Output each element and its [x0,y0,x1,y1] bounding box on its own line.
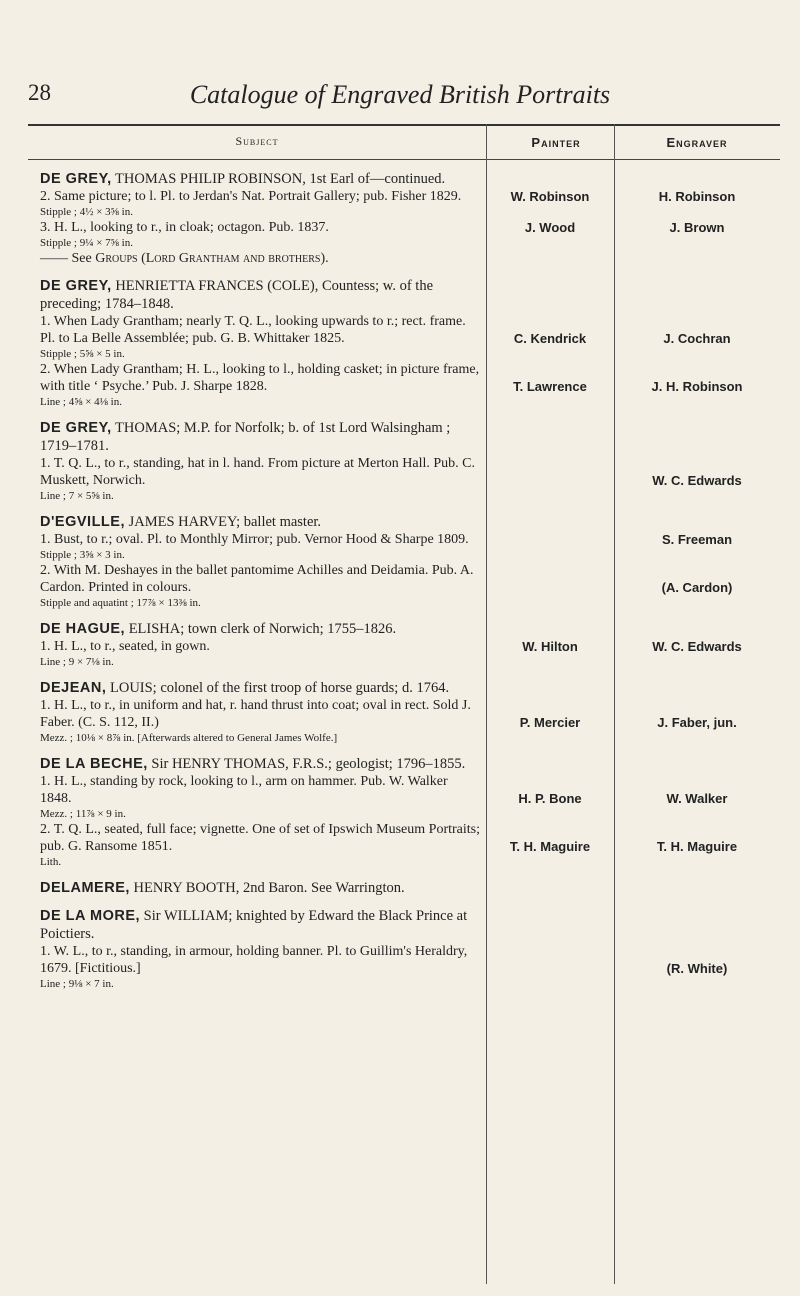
portrait-item [40,219,780,250]
entry-heading [40,620,480,638]
item-description: 1. W. L., to r., standing, in armour, holding banner. Pl. to Guillim's Heraldry, 1679. [Fictitious.] [40,944,468,976]
item-description-block [40,943,480,991]
item-engraver: H. Robinson [658,189,736,204]
entry-surname: DE GREY, [40,420,112,436]
entry-name-detail: THOMAS; M.P. for Norfolk; b. of 1st Lord Walsingham ; 1719–1781. [40,420,451,454]
portrait-item [40,943,780,991]
item-description: 2. T. Q. L., seated, full face; vignette. One of set of Ipswich Museum Portraits; pub. G. Ransome 1851. [40,822,480,854]
catalogue-entry [40,513,780,610]
item-painter: W. Robinson [510,189,590,204]
top-rule [28,124,780,126]
entry-heading [40,879,480,897]
running-title: Catalogue of Engraved British Portraits [189,80,611,109]
item-engraver: W. C. Edwards [652,639,742,654]
entry-name-detail: HENRY BOOTH, 2nd Baron. See Warrington. [129,880,405,896]
item-medium-size: Stipple ; 4½ × 3⅝ in. [40,206,133,218]
portrait-item [40,638,780,669]
item-engraver: W. C. Edwards [652,473,742,488]
cross-reference-target: Groups (Lord Grantham and brothers). [95,251,329,266]
cross-reference-prefix: —— See [40,251,96,266]
item-engraver: J. Brown [669,220,725,235]
item-description-block [40,697,480,745]
item-description-block [40,773,480,821]
catalogue-entry [40,679,780,745]
item-description-block [40,313,480,361]
entry-name-detail: HENRIETTA FRANCES (COLE), Countess; w. of the preceding; 1784–1848. [40,278,434,312]
item-description-block [40,821,480,869]
entry-name-detail: THOMAS PHILIP ROBINSON, 1st Earl of—continued. [111,171,446,187]
entry-name-detail: Sir WILLIAM; knighted by Edward the Black Prince at Poictiers. [40,908,468,942]
item-medium-size: Stipple ; 3⅝ × 3 in. [40,549,125,561]
item-description: 2. Same picture; to l. Pl. to Jerdan's Nat. Portrait Gallery; pub. Fisher 1829. [40,189,462,204]
entry-surname: DE LA MORE, [40,908,141,924]
item-description-block [40,188,480,219]
entry-name-detail: Sir HENRY THOMAS, F.R.S.; geologist; 1796–1855. [147,756,466,772]
item-description: 1. H. L., standing by rock, looking to l., arm on hammer. Pub. W. Walker 1848. [40,774,448,806]
item-medium-size: Mezz. ; 11⅞ × 9 in. [40,808,126,820]
portrait-item [40,821,780,869]
item-engraver: S. Freeman [661,532,733,547]
item-painter [486,548,614,562]
column-header-engraver: Engraver [666,135,728,150]
item-engraver: J. H. Robinson [651,379,743,394]
item-painter: H. P. Bone [518,791,582,806]
catalogue-entry [40,620,780,669]
portrait-item [40,773,780,821]
catalogue-entries [40,170,780,1001]
item-medium-size: Line ; 4⅝ × 4⅛ in. [40,396,122,408]
portrait-item [40,562,780,610]
entry-name-detail: JAMES HARVEY; ballet master. [124,514,322,530]
item-painter [486,489,614,503]
item-description-block [40,455,480,503]
entry-heading [40,907,480,943]
item-medium-size: Lith. [40,856,62,868]
item-description: 1. H. L., to r., seated, in gown. [40,639,210,654]
entry-name-detail: ELISHA; town clerk of Norwich; 1755–1826. [125,621,397,637]
item-description-block [40,361,480,409]
item-description: 3. H. L., looking to r., in cloak; octagon. Pub. 1837. [40,220,329,235]
catalogue-entry [40,170,780,267]
item-engraver: J. Faber, jun. [657,715,737,730]
column-header-painter: Painter [531,135,581,150]
entry-heading [40,277,480,313]
page-number: 28 [28,80,51,105]
item-description-block [40,562,480,610]
item-painter: T. Lawrence [513,379,587,394]
item-description: 1. Bust, to r.; oval. Pl. to Monthly Mirror; pub. Vernor Hood & Sharpe 1809. [40,532,469,547]
item-medium-size: Line ; 9 × 7⅛ in. [40,656,114,668]
item-painter: T. H. Maguire [509,839,591,854]
item-engraver: J. Cochran [663,331,731,346]
entry-surname: D'EGVILLE, [40,514,125,530]
item-painter [486,596,614,610]
item-painter: J. Wood [524,220,576,235]
portrait-item [40,188,780,219]
entry-surname: DEJEAN, [40,680,107,696]
item-description: 1. When Lady Grantham; nearly T. Q. L., looking upwards to r.; rect. frame. Pl. to La Belle Assemblée; pub. G. B. Whittaker 1825. [40,314,466,346]
portrait-item [40,697,780,745]
item-description-block [40,219,480,250]
item-engraver: (A. Cardon) [661,580,733,595]
item-medium-size: Stipple ; 9¼ × 7⅝ in. [40,237,133,249]
item-painter: C. Kendrick [513,331,587,346]
entry-heading [40,755,480,773]
catalogue-entry [40,277,780,409]
entry-heading [40,513,480,531]
item-engraver: W. Walker [666,791,728,806]
item-engraver: (R. White) [666,961,728,976]
entry-surname: DE GREY, [40,171,112,187]
item-description: 2. When Lady Grantham; H. L., looking to l., holding casket; in picture frame, with title ‘ Psyche.’ Pub. J. Sharpe 1828. [40,362,480,394]
item-medium-size: Mezz. ; 10⅛ × 8⅞ in. [Afterwards altered to General James Wolfe.] [40,732,338,744]
item-engraver: T. H. Maguire [656,839,738,854]
item-description: 1. T. Q. L., to r., standing, hat in l. hand. From picture at Merton Hall. Pub. C. Muskett, Norwich. [40,456,475,488]
item-painter: W. Hilton [522,639,578,654]
entry-surname: DE HAGUE, [40,621,126,637]
item-medium-size: Line ; 9⅛ × 7 in. [40,978,114,990]
catalogue-entry [40,907,780,991]
column-header-subject: Subject [235,134,279,148]
item-painter: P. Mercier [519,715,581,730]
entry-surname: DE LA BECHE, [40,756,148,772]
catalogue-entry [40,879,780,897]
item-painter [486,977,614,991]
portrait-item [40,531,780,562]
item-description-block [40,531,480,562]
portrait-item [40,361,780,409]
item-description: 2. With M. Deshayes in the ballet pantomime Achilles and Deidamia. Pub. A. Cardon. Printed in colours. [40,563,474,595]
item-description-block [40,638,480,669]
entry-heading [40,679,480,697]
catalogue-entry [40,755,780,869]
cross-reference [40,250,780,267]
entry-surname: DELAMERE, [40,880,130,896]
entry-heading [40,170,480,188]
entry-surname: DE GREY, [40,278,112,294]
entry-heading [40,419,480,455]
item-medium-size: Line ; 7 × 5⅝ in. [40,490,114,502]
entry-name-detail: LOUIS; colonel of the first troop of horse guards; d. 1764. [106,680,450,696]
item-medium-size: Stipple and aquatint ; 17⅞ × 13⅜ in. [40,597,201,609]
item-medium-size: Stipple ; 5⅝ × 5 in. [40,348,125,360]
portrait-item [40,313,780,361]
item-description: 1. H. L., to r., in uniform and hat, r. hand thrust into coat; oval in rect. Sold J. Faber. (C. S. 112, II.) [40,698,471,730]
portrait-item [40,455,780,503]
catalogue-entry [40,419,780,503]
